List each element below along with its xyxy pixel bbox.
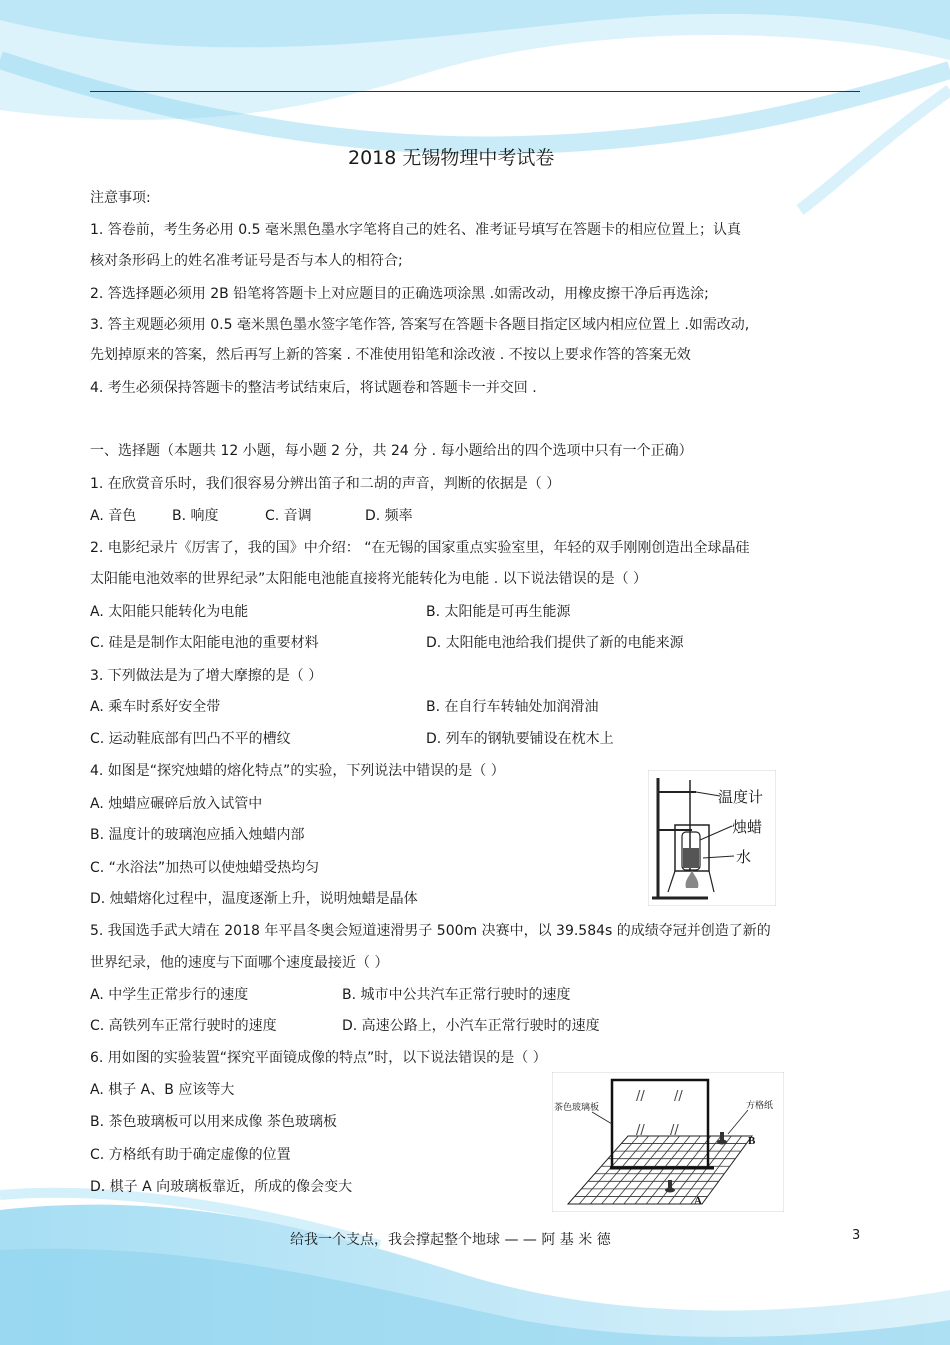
question-1-option-d: D. 频率: [365, 508, 413, 524]
svg-text://: //: [636, 1123, 645, 1138]
question-3-option-d: D. 列车的钢轨要铺设在枕木上: [426, 731, 614, 747]
figure-label-grid-paper: 方格纸: [746, 1101, 774, 1111]
question-3-option-b: B. 在自行车转轴处加润滑油: [426, 699, 599, 715]
question-5-option-b: B. 城市中公共汽车正常行驶时的速度: [342, 987, 571, 1003]
header-rule: [90, 91, 860, 92]
notice-line-4: 3. 答主观题必须用 0.5 毫米黑色墨水签字笔作答, 答案写在答题卡各题目指定区域内相应位置上 .如需改动,: [90, 317, 750, 333]
question-6-option-b: B. 茶色玻璃板可以用来成像 茶色玻璃板: [90, 1114, 337, 1130]
figure-label-water: 水: [736, 848, 752, 866]
notice-line-6: 4. 考生必须保持答题卡的整洁考试结束后，将试题卷和答题卡一并交回 .: [90, 380, 537, 396]
footer-quote: 给我一个支点，我会撑起整个地球 — — 阿 基 米 德: [290, 1232, 611, 1248]
figure-label-wax: 烛蜡: [732, 818, 763, 836]
question-2-stem-line-1: 2. 电影纪录片《厉害了，我的国》中介绍： “在无锡的国家重点实验室里，年轻的双手刚刚创造出全球晶硅: [90, 540, 750, 556]
figure-label-thermometer: 温度计: [718, 788, 764, 806]
question-4-stem: 4. 如图是“探究烛蜡的熔化特点”的实验，下列说法中错误的是（ ）: [90, 763, 505, 779]
svg-text://: //: [670, 1123, 679, 1138]
question-2-option-a: A. 太阳能只能转化为电能: [90, 604, 249, 620]
plane-mirror-experiment-figure: [552, 1072, 784, 1212]
question-2-option-b: B. 太阳能是可再生能源: [426, 604, 571, 620]
notice-line-3: 2. 答选择题必须用 2B 铅笔将答题卡上对应题目的正确选项涂黑 .如需改动，用橡皮擦干净后再选涂;: [90, 286, 709, 302]
question-4-option-c: C. “水浴法”加热可以使烛蜡受热均匀: [90, 860, 320, 876]
svg-text://: //: [674, 1089, 683, 1104]
notice-line-5: 先划掉原来的答案，然后再写上新的答案 . 不准使用铅笔和涂改液 . 不按以上要求作答的答案无效: [90, 347, 691, 363]
question-1-option-a: A. 音色: [90, 508, 137, 524]
question-1-option-b: B. 响度: [172, 508, 219, 524]
question-4-option-a: A. 烛蜡应碾碎后放入试管中: [90, 796, 263, 812]
question-4-option-b: B. 温度计的玻璃泡应插入烛蜡内部: [90, 827, 305, 843]
question-6-option-d: D. 棋子 A 向玻璃板靠近，所成的像会变大: [90, 1179, 353, 1195]
question-6-option-c: C. 方格纸有助于确定虚像的位置: [90, 1147, 291, 1163]
question-1-stem: 1. 在欣赏音乐时，我们很容易分辨出笛子和二胡的声音，判断的依据是（ ）: [90, 476, 561, 492]
wax-melting-apparatus-figure: [648, 770, 776, 906]
svg-text://: //: [636, 1089, 645, 1104]
question-5-option-a: A. 中学生正常步行的速度: [90, 987, 249, 1003]
question-2-option-c: C. 硅是是制作太阳能电池的重要材料: [90, 635, 319, 651]
question-3-option-c: C. 运动鞋底部有凹凸不平的槽纹: [90, 731, 291, 747]
question-2-stem-line-2: 太阳能电池效率的世界纪录”太阳能电池能直接将光能转化为电能 . 以下说法错误的是（ ）: [90, 571, 648, 587]
question-1-option-c: C. 音调: [265, 508, 312, 524]
notice-line-1: 1. 答卷前，考生务必用 0.5 毫米黑色墨水字笔将自己的姓名、准考证号填写在答题卡的相应位置上；认真: [90, 222, 741, 238]
figure-label-piece-a: A: [694, 1195, 702, 1207]
question-5-stem-line-2: 世界纪录，他的速度与下面哪个速度最接近（ ）: [90, 955, 389, 971]
page-title: 2018 无锡物理中考试卷: [348, 147, 555, 169]
notice-line-2: 核对条形码上的姓名准考证号是否与本人的相符合;: [90, 253, 403, 269]
question-3-stem: 3. 下列做法是为了增大摩擦的是（ ）: [90, 668, 323, 684]
figure-label-glass-plate: 茶色玻璃板: [554, 1103, 600, 1113]
question-6-stem: 6. 用如图的实验装置“探究平面镜成像的特点”时，以下说法错误的是（ ）: [90, 1050, 547, 1066]
question-4-option-d: D. 烛蜡熔化过程中，温度逐渐上升，说明烛蜡是晶体: [90, 891, 418, 907]
section-heading: 一、选择题（本题共 12 小题，每小题 2 分，共 24 分 . 每小题给出的四个选项中只有一个正确）: [90, 443, 693, 459]
question-6-option-a: A. 棋子 A、B 应该等大: [90, 1082, 235, 1098]
question-5-option-d: D. 高速公路上，小汽车正常行驶时的速度: [342, 1018, 600, 1034]
question-2-option-d: D. 太阳能电池给我们提供了新的电能来源: [426, 635, 684, 651]
notice-heading: 注意事项:: [90, 190, 151, 206]
page-number: 3: [852, 1228, 861, 1243]
figure-label-piece-b: B: [748, 1135, 756, 1147]
question-5-option-c: C. 高铁列车正常行驶时的速度: [90, 1018, 277, 1034]
question-5-stem-line-1: 5. 我国选手武大靖在 2018 年平昌冬奥会短道速滑男子 500m 决赛中，以 39.584s 的成绩夺冠并创造了新的: [90, 923, 771, 939]
question-3-option-a: A. 乘车时系好安全带: [90, 699, 221, 715]
